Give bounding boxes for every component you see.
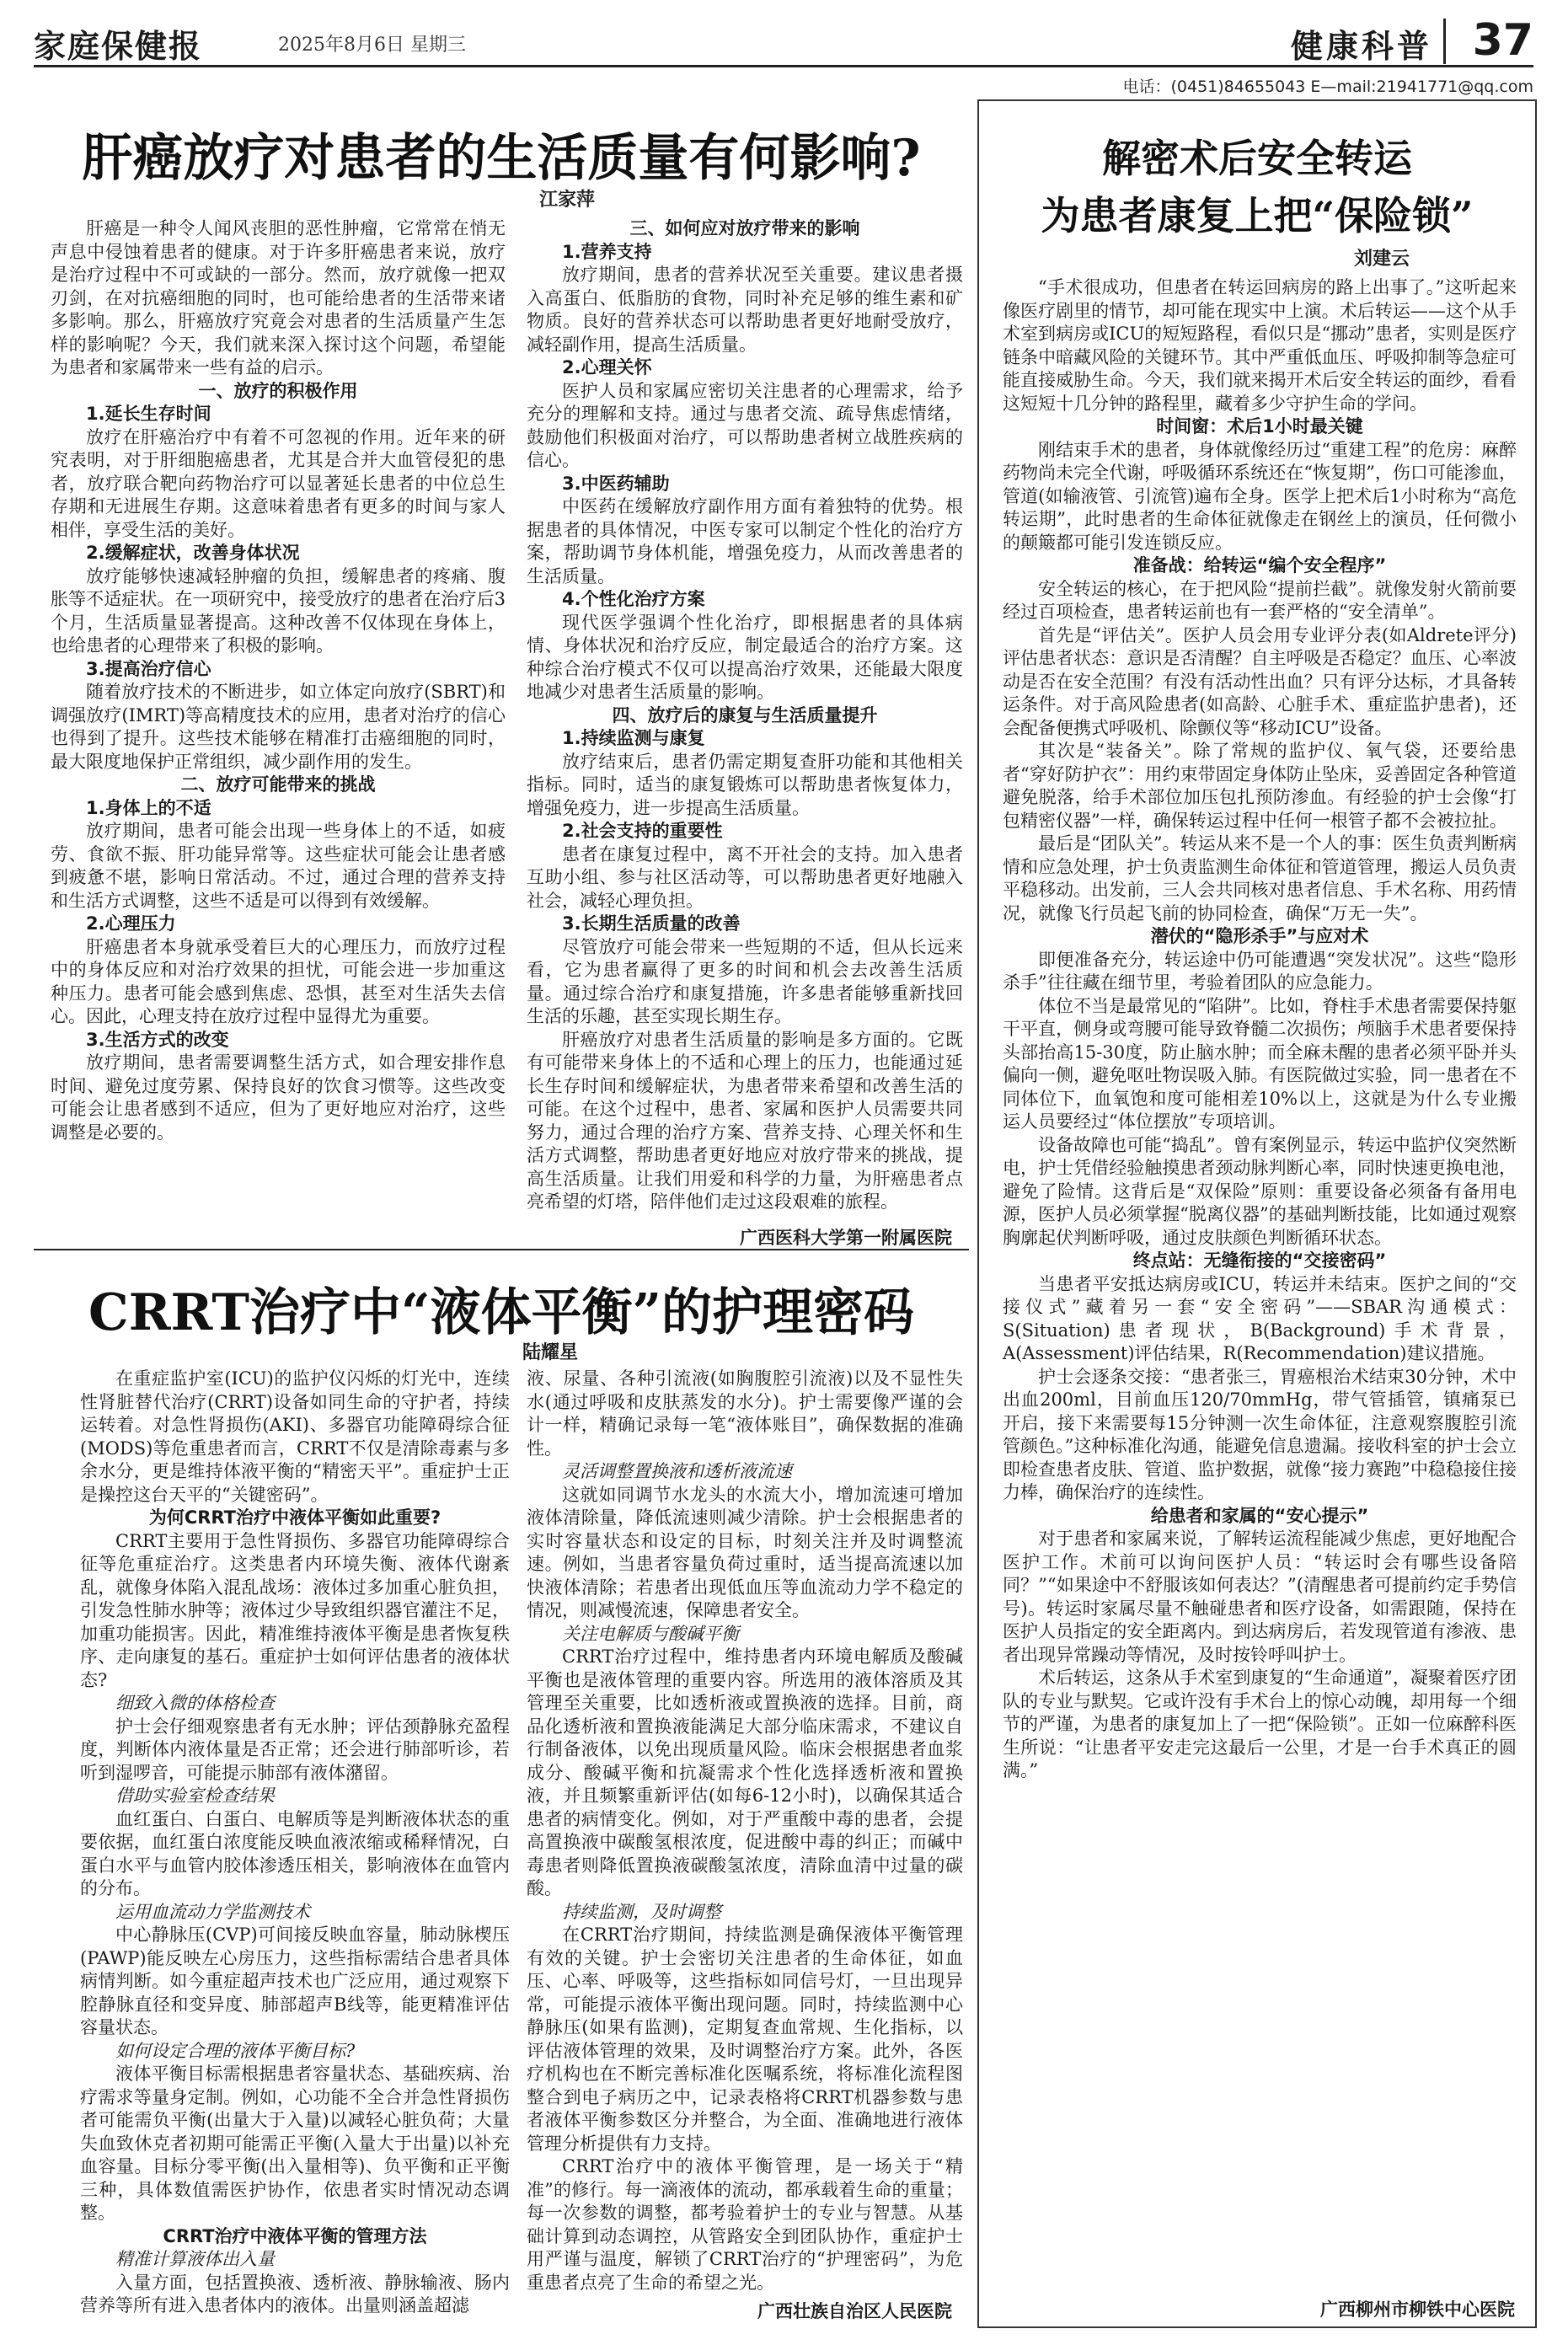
page-number: 37 xyxy=(1472,15,1533,66)
sub-heading: 1.延长生存时间 xyxy=(86,404,211,424)
section-heading: 一、放疗的积极作用 xyxy=(198,380,358,401)
paragraph: 体位不当是最常见的“陷阱”。比如，脊柱手术患者需要保持躯干平直，侧身或弯腰可能导致脊髓二次损伤；颅脑手术患者要保持头部抬高15-30度，防止脑水肿；而全麻未醒的患者必须平卧并头偏向一侧，避免呕吐物误吸入肺。有医院做过实验，同一患者在不同体位下，血氧饱和度可能相差10%以上，这就是为什么专业搬运人员要经过“体位摆放”专项培训。 xyxy=(1003,995,1517,1132)
paragraph: 在CRRT治疗期间，持续监测是确保液体平衡管理有效的关键。护士会密切关注患者的生命体征，如血压、心率、呼吸等，这些指标如同信号灯，一旦出现异常，可能提示液体平衡出现问题。同时，持续监测中心静脉压(如果有监测)，定期复查血常规、生化指标，以评估液体管理的效果，及时调整治疗方案。此外，各医疗机构也在不断完善标准化医嘱系统，将标准化流程图整合到电子病历之中，记录表格将CRRT机器参数与患者液体平衡参数区分并整合，为全面、准确地进行液体管理分析提供有力支持。 xyxy=(527,1925,963,2154)
paragraph: 其次是“装备关”。除了常规的监护仪、氧气袋，还要给患者“穿好防护衣”：用约束带固定身体防止坠床，妥善固定各种管道避免脱落，给手术部位加压包扎预防渗血。有经验的护士会像“打包精密仪器”一样，确保转运过程中任何一根管子都不会被拉扯。 xyxy=(1003,741,1517,831)
paragraph: 肝癌放疗对患者生活质量的影响是多方面的。它既有可能带来身体上的不适和心理上的压力，也能通过延长生存时间和缓解症状，为患者带来希望和改善生活的可能。在这个过程中，患者、家属和医护人员需要共同努力，通过合理的治疗方案、营养支持、心理关怀和生活方式调整，帮助患者更好地应对放疗带来的挑战，提高生活质量。让我们用爱和科学的力量，为肝癌患者点亮希望的灯塔，陪伴他们走过这段艰难的旅程。 xyxy=(527,1029,963,1212)
article-title-line-2: 为患者康复上把“保险锁” xyxy=(1041,193,1474,238)
page-separator xyxy=(1443,19,1446,64)
article-author: 江家萍 xyxy=(539,189,596,211)
article-source: 广西柳州市柳铁中心医院 xyxy=(1320,2299,1515,2320)
paragraph: 医护人员和家属应密切关注患者的心理需求，给予充分的理解和支持。通过与患者交流、疏导焦虑情绪，鼓励他们积极面对治疗，可以帮助患者树立战胜疾病的信心。 xyxy=(527,380,963,470)
section-heading: 时间窗：术后1小时最关键 xyxy=(1156,416,1363,436)
article-title-line-1: 解密术后安全转运 xyxy=(1102,136,1412,181)
paragraph: 放疗在肝癌治疗中有着不可忽视的作用。近年来的研究表明，对于肝细胞癌患者，尤其是合并大血管侵犯的患者，放疗联合靶向药物治疗可以显著延长患者的中位总生存期和无进展生存期。这意味着患者有更多的时间与家人相伴，享受生活的美好。 xyxy=(51,426,506,540)
masthead xyxy=(34,15,1533,67)
paragraph: 随着放疗技术的不断进步，如立体定向放疗(SBRT)和调强放疗(IMRT)等高精度技术的应用，患者对治疗的信心也得到了提升。这些技术能够在精准打击癌细胞的同时，最大限度地保护正常组织，减少副作用的发生。 xyxy=(51,682,506,772)
sub-heading: 精准计算液体出入量 xyxy=(115,2249,275,2269)
article-column-1 xyxy=(80,1368,510,2316)
sub-heading: 灵活调整置换液和透析液流速 xyxy=(562,1461,792,1481)
paragraph: 液体平衡目标需根据患者容量状态、基础疾病、治疗需求等量身定制。例如，心功能不全合并急性肾损伤者可能需负平衡(出量大于入量)以减轻心脏负荷；大量失血致休克者初期可能需正平衡(入量大于出量)以补充血容量。目标分零平衡(出入量相等)、负平衡和正平衡三种，具体数值需医护协作，依患者实时情况动态调整。 xyxy=(80,2064,510,2223)
sub-heading: 3.提高治疗信心 xyxy=(86,658,211,679)
paper-name: 家庭保健报 xyxy=(34,27,203,65)
sub-heading: 3.生活方式的改变 xyxy=(86,1029,229,1050)
paragraph: CRRT治疗中的液体平衡管理，是一场关于“精准”的修行。每一滴液体的流动，都承载着生命的重量；每一次参数的调整，都考验着护士的专业与智慧。从基础计算到动态调控，从管路安全到团队协作，重症护士用严谨与温度，解锁了CRRT治疗的“护理密码”，为危重患者点亮了生命的希望之光。 xyxy=(527,2156,963,2293)
paragraph: 肝癌是一种令人闻风丧胆的恶性肿瘤，它常常在悄无声息中侵蚀着患者的健康。对于许多肝癌患者来说，放疗是治疗过程中不可或缺的一部分。然而，放疗就像一把双刃剑，在对抗癌细胞的同时，也可能给患者的生活带来诸多影响。那么，肝癌放疗究竟会对患者的生活质量产生怎样的影响呢？今天，我们就来深入探讨这个问题，希望能为患者和家属带来一些有益的启示。 xyxy=(51,218,506,377)
sub-heading: 3.长期生活质量的改善 xyxy=(562,913,741,934)
article-title: CRRT治疗中“液体平衡”的护理密码 xyxy=(88,1283,915,1342)
paragraph: 中医药在缓解放疗副作用方面有着独特的优势。根据患者的具体情况，中医专家可以制定个性化的治疗方案，帮助调节身体机能，增强免疫力，从而改善患者的生活质量。 xyxy=(527,496,963,586)
section-heading: 潜伏的“隐形杀手”与应对术 xyxy=(1150,926,1369,946)
sub-heading: 4.个性化治疗方案 xyxy=(562,589,705,609)
paragraph: 术后转运，这条从手术室到康复的“生命通道”，凝聚着医疗团队的专业与默契。它或许没有手术台上的惊心动魄，却用每一个细节的严谨，为患者的康复加上了一把“保险锁”。正如一位麻醉科医生所说：“让患者平安走完这最后一公里，才是一台手术真正的圆满。” xyxy=(1003,1668,1517,1780)
article-column-1 xyxy=(51,217,506,1229)
section-heading: 终点站：无缝衔接的“交接密码” xyxy=(1132,1250,1387,1271)
paragraph: 放疗期间，患者需要调整生活方式，如合理安排作息时间、避免过度劳累、保持良好的饮食习惯等。这些改变可能会让患者感到不适应，但为了更好地应对治疗，这些调整是必要的。 xyxy=(51,1052,506,1143)
sub-heading: 细致入微的体格检查 xyxy=(115,1693,275,1713)
sub-heading: 持续监测，及时调整 xyxy=(562,1901,721,1922)
article-column-2 xyxy=(527,1368,963,2293)
paragraph: 对于患者和家属来说，了解转运流程能减少焦虑，更好地配合医护工作。术前可以询问医护人员：“转运时会有哪些设备陪同？”“如果途中不舒服该如何表达？”(清醒患者可提前约定手势信号)。转运时家属尽量不触碰患者和医疗设备，如需跟随，保持在医护人员指定的安全距离内。到达病房后，若发现管道有渗液、患者出现异常躁动等情况，及时按铃呼叫护士。 xyxy=(1003,1529,1517,1665)
article-liver-cancer xyxy=(34,101,969,1247)
paragraph: 当患者平安抵达病房或ICU，转运并未结束。医护之间的“交接仪式”藏着另一套“安全密码”——SBAR沟通模式：S(Situation)患者现状，B(Background)手术背景，A(Assessment)评估结果，R(Recommendation)建议措施。 xyxy=(1003,1273,1517,1363)
section-heading: 为何CRRT治疗中液体平衡如此重要? xyxy=(148,1507,442,1528)
paragraph: 入量方面，包括置换液、透析液、静脉输液、肠内营养等所有进入患者体内的液体。出量则涵盖超滤 xyxy=(80,2272,510,2316)
section-heading: 三、如何应对放疗带来的影响 xyxy=(629,218,860,238)
paragraph: 现代医学强调个性化治疗，即根据患者的具体病情、身体状况和治疗反应，制定最适合的治疗方案。这种综合治疗模式不仅可以提高治疗效果，还能最大限度地减少对患者生活质量的影响。 xyxy=(527,612,963,702)
sub-heading: 如何设定合理的液体平衡目标? xyxy=(115,2040,356,2061)
section-heading: 二、放疗可能带来的挑战 xyxy=(180,774,376,795)
sub-heading: 2.心理关怀 xyxy=(562,357,652,377)
paragraph: 设备故障也可能“捣乱”。曾有案例显示，转运中监护仪突然断电，护士凭借经验触摸患者颈动脉判断心率，同时快速更换电池，避免了险情。这背后是“双保险”原则：重要设备必须备有备用电源，医护人员必须掌握“脱离仪器”的基础判断技能，比如通过观察胸廓起伏判断呼吸，通过皮肤颜色判断循环状态。 xyxy=(1003,1134,1517,1248)
article-author: 刘建云 xyxy=(1354,248,1410,270)
article-column-2 xyxy=(527,217,963,1212)
paragraph: CRRT治疗过程中，维持患者内环境电解质及酸碱平衡也是液体管理的重要内容。所选用的液体溶质及其管理至关重要，比如透析液或置换液的选择。目前，商品化透析液和置换液能满足大部分临床需求，不建议自行制备液体，以免出现质量风险。临床会根据患者血浆成分、酸碱平衡和抗凝需求个性化选择透析液和置换液，并且频繁重新评估(如每6-12小时)，以确保其适合患者的病情变化。例如，对于严重酸中毒的患者，会提高置换液中碳酸氢根浓度，促进酸中毒的纠正；而碱中毒患者则降低置换液碳酸氢浓度，清除血清中过量的碳酸。 xyxy=(527,1646,963,1898)
issue-date: 2025年8月6日 星期三 xyxy=(278,35,466,56)
sub-heading: 2.心理压力 xyxy=(86,913,176,934)
paragraph: 肝癌患者本身就承受着巨大的心理压力，而放疗过程中的身体反应和对治疗效果的担忧，可能会进一步加重这种压力。患者可能会感到焦虑、恐惧，甚至对生活失去信心。因此，心理支持在放疗过程中显得尤为重要。 xyxy=(51,936,506,1026)
section-name: 健康科普 xyxy=(1290,27,1432,65)
paragraph: 患者在康复过程中，离不开社会的支持。加入患者互助小组、参与社区活动等，可以帮助患者更好地融入社会，减轻心理负担。 xyxy=(527,843,963,911)
section-heading: 四、放疗后的康复与生活质量提升 xyxy=(612,704,878,725)
paragraph: 这就如同调节水龙头的水流大小，增加流速可增加液体清除量，降低流速则减少清除。护士会根据患者的实时容量状态和设定的目标，时刻关注并及时调整流速。例如，当患者容量负荷过重时，适当提高流速以加快液体清除；若患者出现低血压等血流动力学不稳定的情况，则减慢流速，保障患者安全。 xyxy=(527,1484,963,1620)
sub-heading: 借助实验室检查结果 xyxy=(115,1786,275,1806)
section-heading: 准备战：给转运“编个安全程序” xyxy=(1132,555,1387,576)
paragraph: 安全转运的核心，在于把风险“提前拦截”。就像发射火箭前要经过百项检查，患者转运前也有一套严格的“安全清单”。 xyxy=(1003,578,1517,622)
article-source: 广西医科大学第一附属医院 xyxy=(740,1228,952,1248)
article-column xyxy=(1003,276,1517,2290)
paragraph: 最后是“团队关”。转运从来不是一个人的事：医生负责判断病情和应急处理，护士负责监测生命体征和管道管理，搬运人员负责平稳移动。出发前，三人会共同核对患者信息、手术名称、用药情况，就像飞行员起飞前的协同检查，确保“万无一失”。 xyxy=(1003,833,1517,924)
sub-heading: 运用血流动力学监测技术 xyxy=(115,1901,310,1922)
paragraph: 刚结束手术的患者，身体就像经历过“重建工程”的危房：麻醉药物尚未完全代谢，呼吸循环系统还在“恢复期”，伤口可能渗血，管道(如输液管、引流管)遍布全身。医学上把术后1小时称为“高危转运期”，此时患者的生命体征就像走在钢丝上的演员，任何微小的颠簸都可能引发连锁反应。 xyxy=(1003,439,1517,553)
sub-heading: 1.营养支持 xyxy=(562,241,652,262)
paragraph: 中心静脉压(CVP)可间接反映血容量，肺动脉楔压(PAWP)能反映左心房压力，这些指标需结合患者具体病情判断。如今重症超声技术也广泛应用，通过观察下腔静脉直径和变异度、肺部超声B线等，能更精准评估容量状态。 xyxy=(80,1925,510,2037)
section-heading: 给患者和家属的“安心提示” xyxy=(1150,1505,1369,1526)
sub-heading: 3.中医药辅助 xyxy=(562,473,670,494)
sub-heading: 2.缓解症状，改善身体状况 xyxy=(86,543,300,563)
paragraph: 即便准备充分，转运途中仍可能遭遇“突发状况”。这些“隐形杀手”往往藏在细节里，考验着团队的应急能力。 xyxy=(1003,949,1517,993)
paragraph: “手术很成功，但患者在转运回病房的路上出事了。”这听起来像医疗剧里的情节，却可能在现实中上演。术后转运——这个从手术室到病房或ICU的短短路程，看似只是“挪动”患者，实则是医疗链条中暗藏风险的关键环节。其中严重低血压、呼吸抑制等急症可能直接威胁生命。今天，我们就来揭开术后安全转运的面纱，看看这短短十几分钟的路程里，藏着多少守护生命的学问。 xyxy=(1003,277,1517,414)
contact-info: 电话：(0451)84655043 E—mail:21941771@qq.com xyxy=(1122,78,1533,96)
paragraph: 放疗期间，患者可能会出现一些身体上的不适，如疲劳、食欲不振、肝功能异常等。这些症状可能会让患者感到疲惫不堪，影响日常活动。不过，通过合理的营养支持和生活方式调整，这些不适是可以得到有效缓解。 xyxy=(51,821,506,911)
paragraph: 尽管放疗可能会带来一些短期的不适，但从长远来看，它为患者赢得了更多的时间和机会去改善生活质量。通过综合治疗和康复措施，许多患者能够重新找回生活的乐趣，甚至实现长期生存。 xyxy=(527,936,963,1026)
paragraph: 护士会逐条交接：“患者张三，胃癌根治术结束30分钟，术中出血200ml，目前血压120/70mmHg，带气管插管，镇痛泵已开启，接下来需要每15分钟测一次生命体征，注意观察腹腔引流管颜色。”这种标准化沟通，能避免信息遗漏。接收科室的护士会立即检查患者皮肤、管道、监护数据，就像“接力赛跑”中稳稳接住接力棒，确保治疗的连续性。 xyxy=(1003,1366,1517,1502)
article-title: 肝癌放疗对患者的生活质量有何影响? xyxy=(82,129,921,188)
paragraph: 在重症监护室(ICU)的监护仪闪烁的灯光中，连续性肾脏替代治疗(CRRT)设备如同生命的守护者，持续运转着。对急性肾损伤(AKI)、多器官功能障碍综合征(MODS)等危重患者而言，CRRT不仅是清除毒素与多余水分，更是维持体液平衡的“精密天平”。重症护士正是操控这台天平的“关键密码”。 xyxy=(80,1368,510,1505)
paragraph: 放疗期间，患者的营养状况至关重要。建议患者摄入高蛋白、低脂肪的食物，同时补充足够的维生素和矿物质。良好的营养状态可以帮助患者更好地耐受放疗，减轻副作用，提高生活质量。 xyxy=(527,265,963,355)
article-crrt xyxy=(34,1255,969,2334)
sub-heading: 2.社会支持的重要性 xyxy=(562,821,723,841)
sub-heading: 关注电解质与酸碱平衡 xyxy=(562,1623,739,1644)
paragraph: 护士会仔细观察患者有无水肿；评估颈静脉充盈程度，判断体内液体量是否正常；还会进行肺部听诊，若听到湿啰音，可能提示肺部有液体潴留。 xyxy=(80,1716,510,1783)
article-postop-transfer xyxy=(977,99,1537,2328)
paragraph: 血红蛋白、白蛋白、电解质等是判断液体状态的重要依据，血红蛋白浓度能反映血液浓缩或稀释情况，白蛋白水平与血管内胶体渗透压相关，影响液体在血管内的分布。 xyxy=(80,1808,510,1898)
sub-heading: 1.身体上的不适 xyxy=(86,797,211,818)
article-divider xyxy=(34,1249,969,1250)
sub-heading: 1.持续监测与康复 xyxy=(562,728,705,748)
paragraph: 放疗结束后，患者仍需定期复查肝功能和其他相关指标。同时，适当的康复锻炼可以帮助患者恢复体力，增强免疫力，进一步提高生活质量。 xyxy=(527,751,963,818)
section-heading: CRRT治疗中液体平衡的管理方法 xyxy=(163,2225,427,2246)
paragraph: 首先是“评估关”。医护人员会用专业评分表(如Aldrete评分)评估患者状态：意识是否清醒？自主呼吸是否稳定？血压、心率波动是否在安全范围？有没有活动性出血？只有评分达标，才具备转运条件。对于高风险患者(如高龄、心脏手术、重症监护患者)，还会配备便携式呼吸机、除颤仪等“移动ICU”设备。 xyxy=(1003,624,1517,738)
paragraph: 液、尿量、各种引流液(如胸腹腔引流液)以及不显性失水(通过呼吸和皮肤蒸发的水分)。护士需要像严谨的会计一样，精确记录每一笔“液体账目”，确保数据的准确性。 xyxy=(527,1368,963,1459)
paragraph: CRRT主要用于急性肾损伤、多器官功能障碍综合征等危重症治疗。这类患者内环境失衡、液体代谢紊乱，就像身体陷入混乱战场：液体过多加重心脏负担，引发急性肺水肿等；液体过少导致组织器官灌注不足，加重功能损害。因此，精准维持液体平衡是患者恢复秩序、走向康复的基石。重症护士如何评估患者的液体状态? xyxy=(80,1530,510,1690)
paragraph: 放疗能够快速减轻肿瘤的负担，缓解患者的疼痛、腹胀等不适症状。在一项研究中，接受放疗的患者在治疗后3个月，生活质量显著提高。这种改善不仅体现在身体上，也给患者的心理带来了积极的影响。 xyxy=(51,565,506,656)
article-source: 广西壮族自治区人民医院 xyxy=(757,2301,952,2321)
article-author: 陆耀星 xyxy=(522,1341,579,1363)
